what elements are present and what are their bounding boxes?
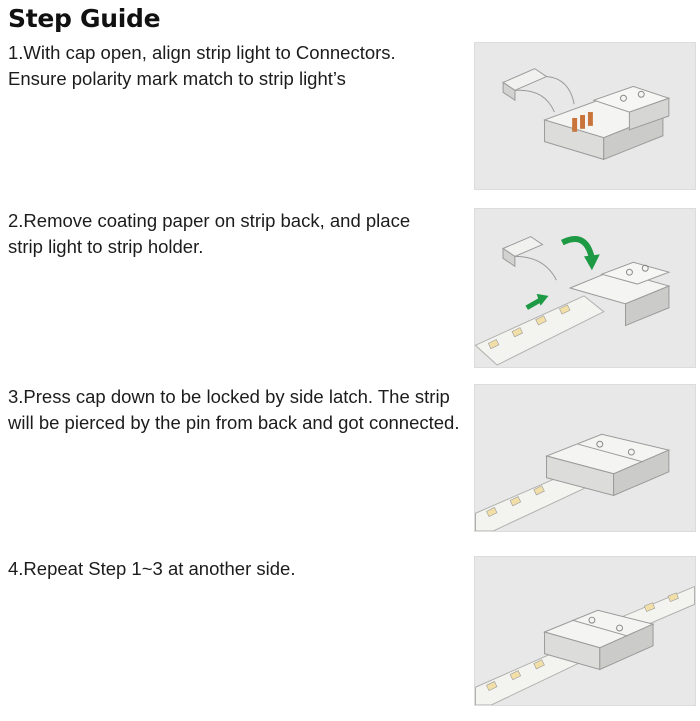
step-1-line-2: Ensure polarity mark match to strip light’s — [8, 68, 346, 89]
page-title: Step Guide — [8, 4, 161, 33]
step-3-line-2: will be pierced by the pin from back and got connected. — [8, 412, 460, 433]
step-3-text — [8, 384, 463, 436]
step-1-line-1: 1.With cap open, align strip light to Connectors. — [8, 42, 396, 63]
step-4-text — [8, 556, 463, 582]
connected-both-sides-illustration — [474, 556, 696, 706]
step-2-line-1: 2.Remove coating paper on strip back, and place — [8, 210, 411, 231]
cap-closed-svg — [475, 385, 695, 531]
step-3-line-1: 3.Press cap down to be locked by side latch. The strip — [8, 386, 450, 407]
step-2-line-2: strip light to strip holder. — [8, 236, 204, 257]
step-4-line-1: 4.Repeat Step 1~3 at another side. — [8, 558, 296, 579]
connector-cap-open-illustration — [474, 42, 696, 190]
connected-both-sides-svg — [475, 557, 695, 705]
connector-open-svg — [475, 43, 695, 189]
step-1-text — [8, 40, 463, 92]
strip-insert-svg — [475, 209, 695, 367]
cap-closed-illustration — [474, 384, 696, 532]
step-2-text — [8, 208, 463, 260]
strip-insert-illustration — [474, 208, 696, 368]
